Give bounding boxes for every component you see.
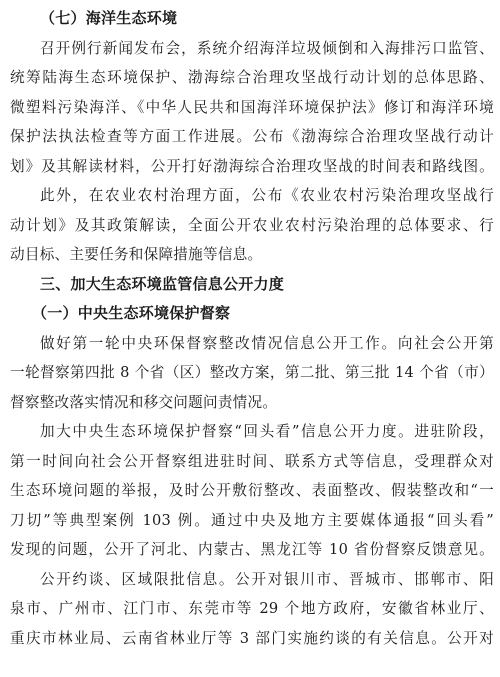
paragraph-line: 动目标、主要任务和保障措施等信息。 <box>10 246 263 263</box>
paragraph-line: 此外，在农业农村治理方面，公布《农业农村污染治理攻坚战行 <box>40 187 494 204</box>
paragraph-line: 一轮督察第四批 8 个省（区）整改方案，第二批、第三批 14 个省（市） <box>10 364 494 381</box>
section-heading: 三、加大生态环境监管信息公开力度 <box>40 274 285 293</box>
paragraph-line: 泉市、广州市、江门市、东莞市等 29 个地方政府，安徽省林业厅、 <box>10 600 494 617</box>
paragraph-line: 动计划》及其政策解读，全面公开农业农村污染治理的总体要求、行 <box>10 216 494 234</box>
paragraph-line: 做好第一轮中央环保督察整改情况信息公开工作。向社会公开第 <box>40 334 494 352</box>
paragraph-line: 召开例行新闻发布会，系统介绍海洋垃圾倾倒和入海排污口监管、 <box>40 39 494 57</box>
paragraph-line: 重庆市林业局、云南省林业厅等 3 部门实施约谈的有关信息。公开对 <box>10 629 494 647</box>
paragraph-line: 加大中央生态环境保护督察“回头看”信息公开力度。进驻阶段， <box>40 423 494 440</box>
section-heading: （七）海洋生态环境 <box>40 9 178 27</box>
paragraph-line: 发现的问题，公开了河北、内蒙古、黑龙江等 10 省份督察反馈意见。 <box>10 541 494 558</box>
paragraph-line: 督察整改落实情况和移交问题问责情况。 <box>10 393 278 411</box>
paragraph-line: 保护法执法检查等方面工作进展。公布《渤海综合治理攻坚战行动计 <box>10 128 494 145</box>
document-page <box>10 4 494 653</box>
section-heading: （一）中央生态环境保护督察 <box>32 304 231 322</box>
paragraph-line: 生态环境问题的举报，及时公开敷衍整改、表面整改、假装整改和“一 <box>10 482 494 499</box>
paragraph-line: 公开约谈、区域限批信息。公开对银川市、晋城市、邯郸市、阳 <box>40 570 494 588</box>
paragraph-line: 刀切”等典型案例 103 例。通过中央及地方主要媒体通报“回头看” <box>10 511 494 529</box>
paragraph-line: 划》及其解读材料，公开打好渤海综合治理攻坚战的时间表和路线图。 <box>10 157 494 175</box>
paragraph-line: 第一时间向社会公开督察组进驻时间、联系方式等信息，受理群众对 <box>10 452 494 470</box>
paragraph-line: 统筹陆海生态环境保护、渤海综合治理攻坚战行动计划的总体思路、 <box>10 69 494 86</box>
paragraph-line: 微塑料污染海洋、《中华人民共和国海洋环境保护法》修订和海洋环境 <box>10 98 494 116</box>
